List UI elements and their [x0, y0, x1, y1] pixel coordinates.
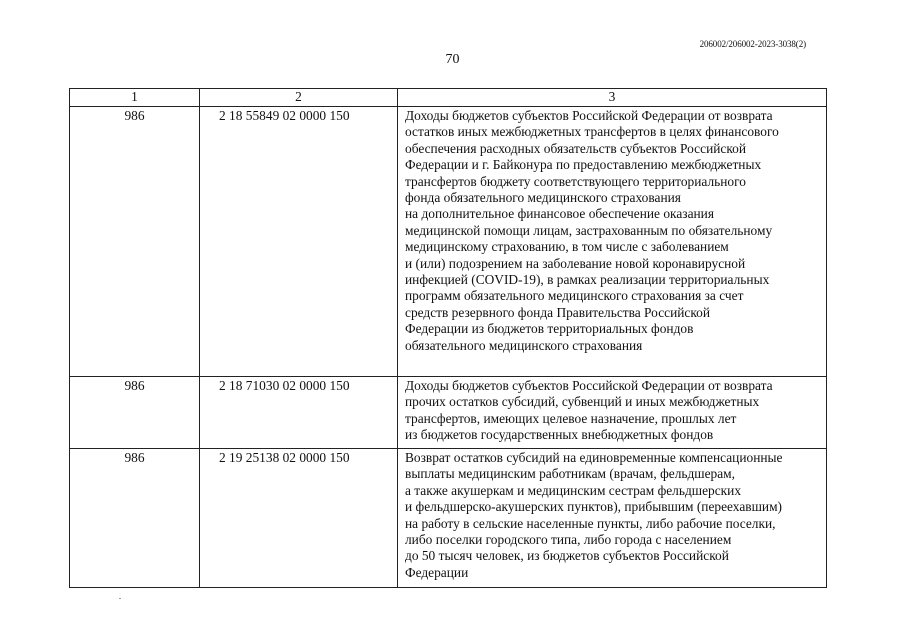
table-header	[70, 89, 827, 107]
admin-code-cell: 986	[70, 107, 200, 377]
budget-classification-table	[69, 88, 827, 588]
column-header-3: 3	[398, 89, 827, 107]
admin-code-cell: 986	[70, 377, 200, 449]
table-row	[70, 107, 827, 377]
budget-code-cell: 2 18 71030 02 0000 150	[200, 377, 398, 449]
table-row	[70, 377, 827, 449]
document-id: 206002/206002-2023-3038(2)	[699, 39, 806, 49]
table-body	[70, 107, 827, 588]
column-header-2: 2	[200, 89, 398, 107]
income-name-cell: Доходы бюджетов субъектов Российской Федерации от возврата остатков иных межбюджетных трансфертов в целях финансового обеспечения расходных обязательств субъектов Российской Федерации и г. Байконура по предоставлению межбюджетных трансфертов бюджету соответствующего территориального фонда обязательного медицинского страхования на дополнительное финансовое обеспечение оказания медицинской помощи лицам, застрахованным по обязательному медицинскому страхованию, в том числе с заболеванием и (или) подозрением на заболевание новой коронавирусной инфекцией (COVID-19), в рамках реализации территориальных программ обязательного медицинского страхования за счет средств резервного фонда Правительства Российской Федерации из бюджетов территориальных фондов обязательного медицинского страхования	[398, 107, 827, 377]
page-number: 70	[445, 52, 460, 67]
scan-speck	[119, 598, 121, 599]
column-header-1: 1	[70, 89, 200, 107]
admin-code-cell: 986	[70, 449, 200, 588]
income-name-cell: Возврат остатков субсидий на единовременные компенсационные выплаты медицинским работникам (врачам, фельдшерам, а также акушеркам и медицинским сестрам фельдшерских и фельдшерско-акушерских пунктов), прибывшим (переехавшим) на работу в сельские населенные пункты, либо рабочие поселки, либо поселки городского типа, либо города с населением до 50 тысяч человек, из бюджетов субъектов Российской Федерации	[398, 449, 827, 588]
table-header-row	[70, 89, 827, 107]
table-row	[70, 449, 827, 588]
budget-code-cell: 2 19 25138 02 0000 150	[200, 449, 398, 588]
income-name-cell: Доходы бюджетов субъектов Российской Федерации от возврата прочих остатков субсидий, субвенций и иных межбюджетных трансфертов, имеющих целевое назначение, прошлых лет из бюджетов государственных внебюджетных фондов	[398, 377, 827, 449]
budget-code-cell: 2 18 55849 02 0000 150	[200, 107, 398, 377]
